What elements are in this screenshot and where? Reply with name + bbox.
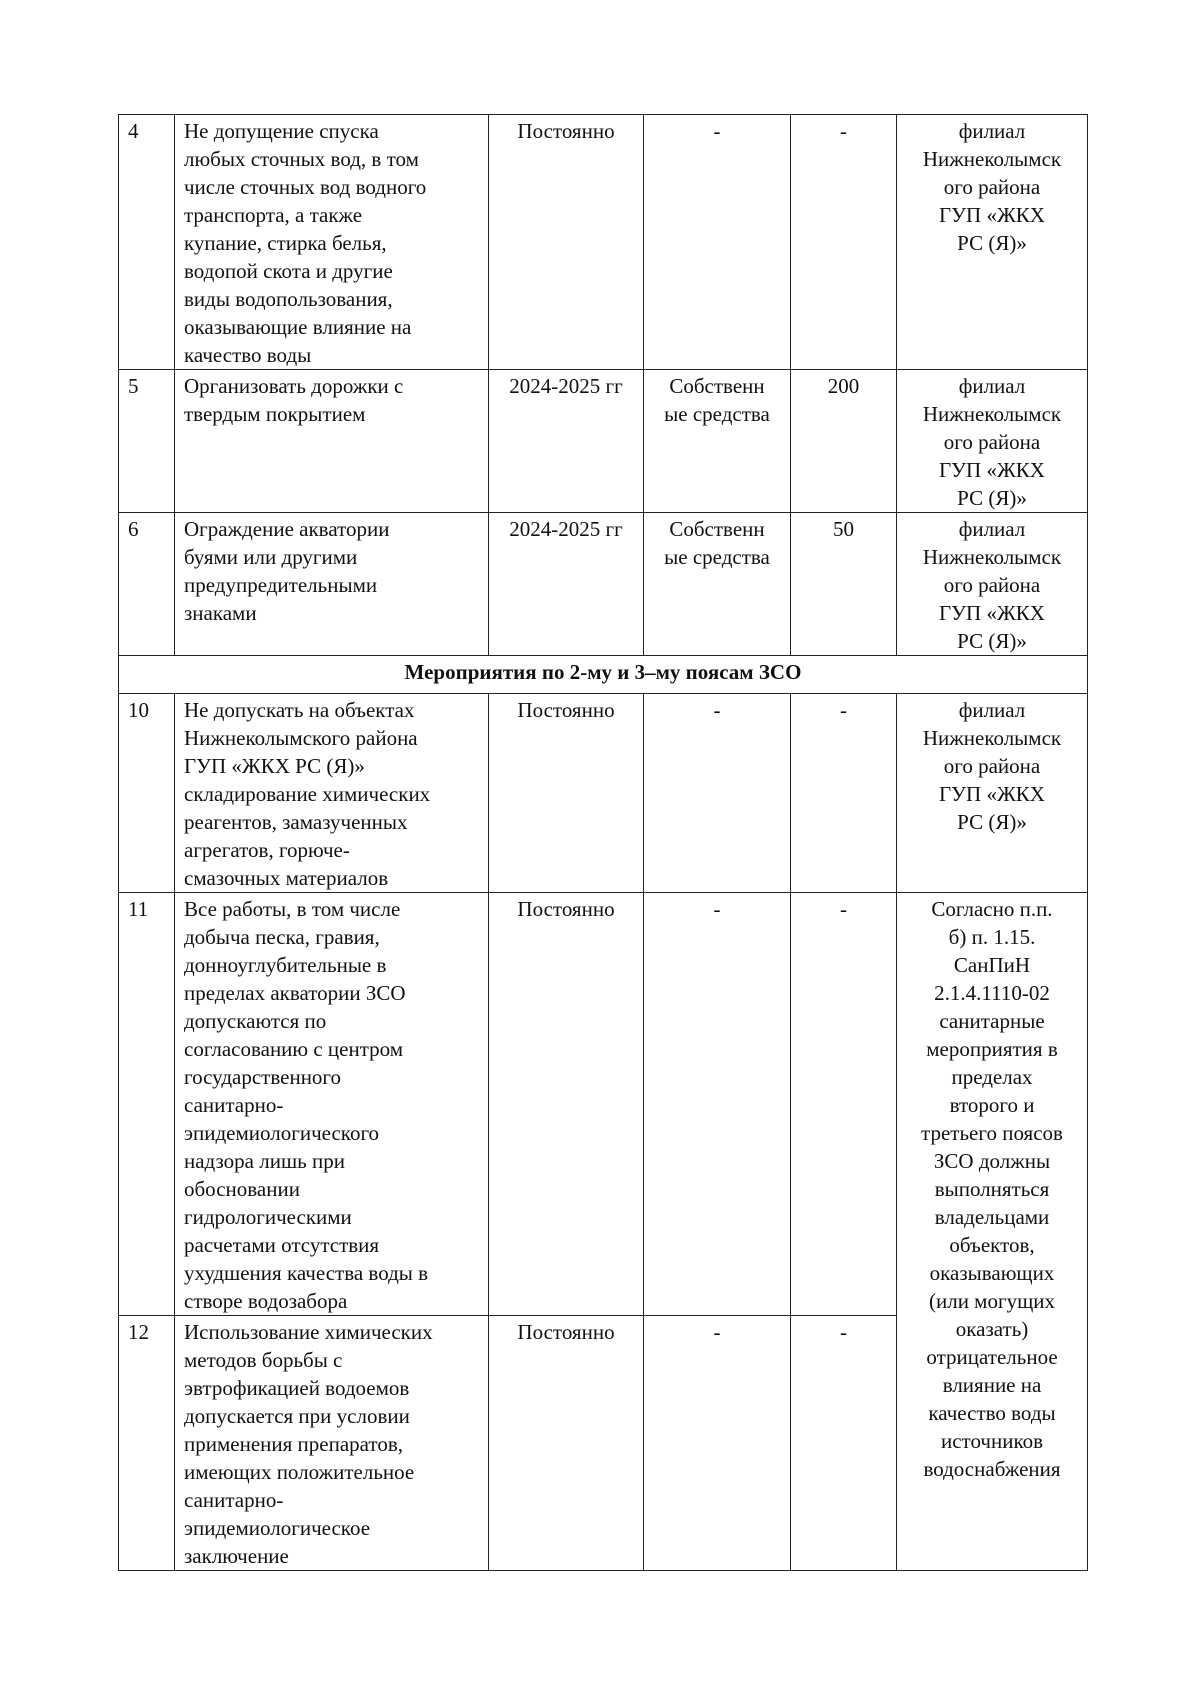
funding-amount: -	[791, 1316, 897, 1571]
responsible-party: филиал Нижнеколымск ого района ГУП «ЖКХ РС (Я)»	[897, 513, 1088, 656]
row-number: 12	[119, 1316, 175, 1571]
row-number: 11	[119, 893, 175, 1316]
measure-term: Постоянно	[489, 694, 644, 893]
funding-source: -	[644, 115, 791, 370]
measure-description: Использование химических методов борьбы с эвтрофикацией водоемов допускается при условии применения препаратов, имеющих положительное санитарно- эпидемиологическое заключение	[175, 1316, 489, 1571]
funding-amount: -	[791, 893, 897, 1316]
funding-source: Собственн ые средства	[644, 513, 791, 656]
section-row	[119, 656, 1088, 694]
responsible-party: Согласно п.п. б) п. 1.15. СанПиН 2.1.4.1110-02 санитарные мероприятия в пределах второго и третьего поясов ЗСО должны выполняться владельцами объектов, оказывающих (или могущих оказать) отрицательное влияние на качество воды источников водоснабжения	[897, 893, 1088, 1571]
measure-term: 2024-2025 гг	[489, 370, 644, 513]
funding-source: -	[644, 694, 791, 893]
funding-amount: 50	[791, 513, 897, 656]
table-row	[119, 115, 1088, 370]
row-number: 5	[119, 370, 175, 513]
measure-description: Не допущение спуска любых сточных вод, в том числе сточных вод водного транспорта, а также купание, стирка белья, водопой скота и другие виды водопользования, оказывающие влияние на качество воды	[175, 115, 489, 370]
table-row	[119, 694, 1088, 893]
measure-description: Ограждение акватории буями или другими предупредительными знаками	[175, 513, 489, 656]
funding-amount: 200	[791, 370, 897, 513]
measure-term: 2024-2025 гг	[489, 513, 644, 656]
funding-source: -	[644, 893, 791, 1316]
funding-amount: -	[791, 694, 897, 893]
table-row	[119, 370, 1088, 513]
funding-amount: -	[791, 115, 897, 370]
section-title: Мероприятия по 2-му и 3–му поясам ЗСО	[119, 656, 1088, 694]
measure-term: Постоянно	[489, 1316, 644, 1571]
measure-term: Постоянно	[489, 115, 644, 370]
table-row	[119, 513, 1088, 656]
responsible-party: филиал Нижнеколымск ого района ГУП «ЖКХ РС (Я)»	[897, 694, 1088, 893]
responsible-party: филиал Нижнеколымск ого района ГУП «ЖКХ РС (Я)»	[897, 115, 1088, 370]
table-row	[119, 893, 1088, 1316]
row-number: 4	[119, 115, 175, 370]
funding-source: Собственн ые средства	[644, 370, 791, 513]
measure-description: Все работы, в том числе добыча песка, гравия, донноуглубительные в пределах акватории ЗСО допускаются по согласованию с центром государственного санитарно- эпидемиологического надзора лишь при обосновании гидрологическими расчетами отсутствия ухудшения качества воды в створе водозабора	[175, 893, 489, 1316]
measure-term: Постоянно	[489, 893, 644, 1316]
measure-description: Не допускать на объектах Нижнеколымского района ГУП «ЖКХ РС (Я)» складирование химических реагентов, замазученных агрегатов, горюче- смазочных материалов	[175, 694, 489, 893]
row-number: 10	[119, 694, 175, 893]
measures-table	[118, 114, 1088, 1571]
measure-description: Организовать дорожки с твердым покрытием	[175, 370, 489, 513]
responsible-party: филиал Нижнеколымск ого района ГУП «ЖКХ РС (Я)»	[897, 370, 1088, 513]
row-number: 6	[119, 513, 175, 656]
funding-source: -	[644, 1316, 791, 1571]
